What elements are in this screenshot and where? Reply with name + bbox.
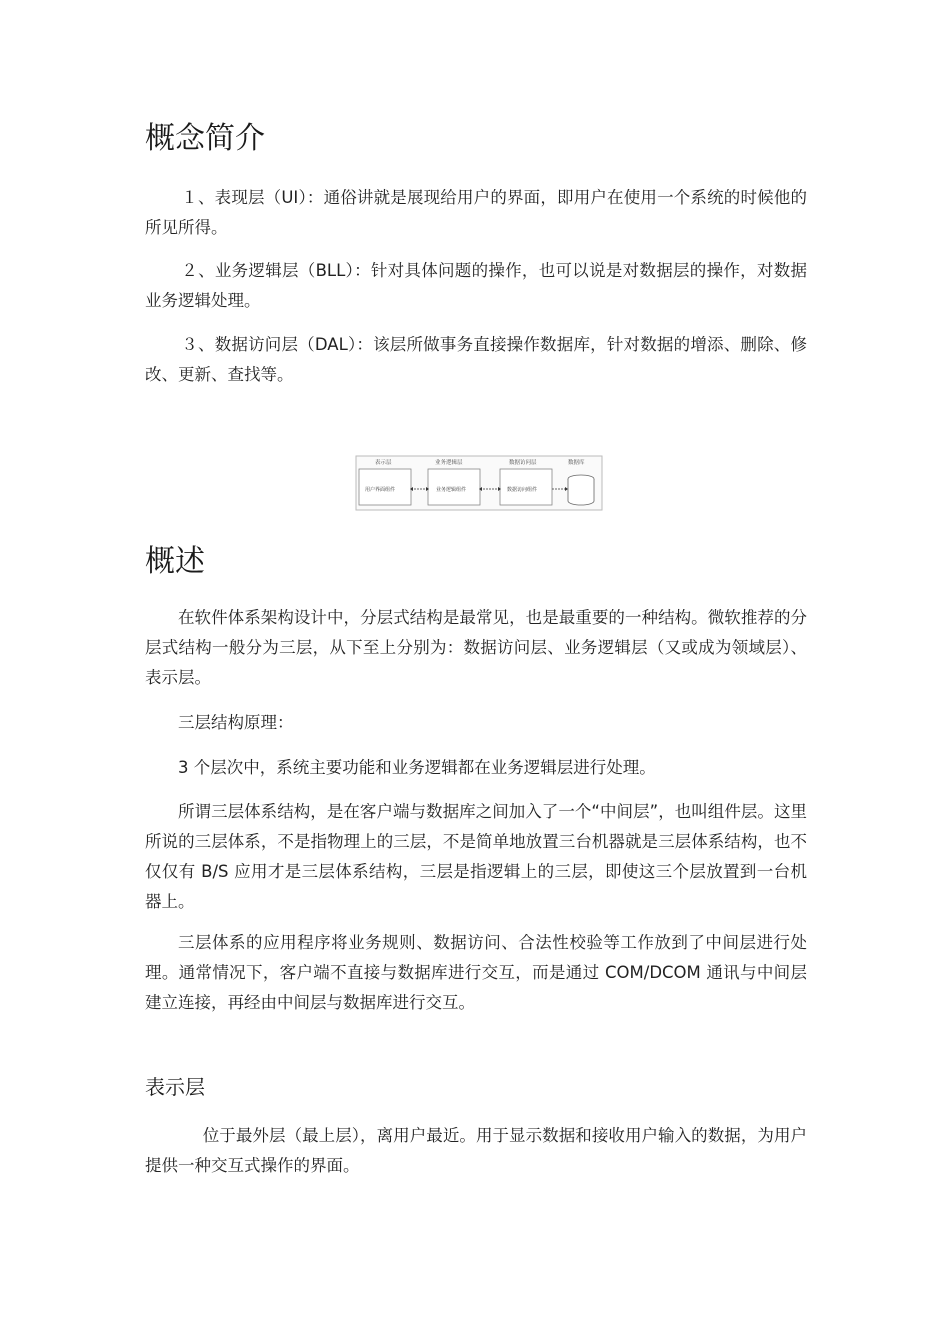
intro-item-ui: １、表现层（UI）：通俗讲就是展现给用户的界面，即用户在使用一个系统的时候他的所见所得。 — [145, 188, 807, 237]
overview-title: 概述 — [145, 544, 205, 579]
intro-item-bll: ２、业务逻辑层（BLL）：针对具体问题的操作，也可以说是对数据层的操作，对数据业务逻辑处理。 — [145, 261, 807, 310]
overview-paragraph-4: 所谓三层体系结构，是在客户端与数据库之间加入了一个“中间层”，也叫组件层。这里所说的三层体系，不是指物理上的三层，不是简单地放置三台机器就是三层体系结构，也不仅仅有 B/S 应用才是三层体系结构，三层是指逻辑上的三层，即使这三个层放置到一台机器上。 — [145, 802, 807, 911]
overview-paragraph-5: 三层体系的应用程序将业务规则、数据访问、合法性校验等工作放到了中间层进行处理。通常情况下，客户端不直接与数据库进行交互，而是通过 COM/DCOM 通讯与中间层建立连接，再经由中间层与数据库进行交互。 — [145, 933, 807, 1012]
diagram-component-label: 业务逻辑组件 — [436, 487, 467, 493]
diagram-layer-label: 数据访问层 — [509, 460, 537, 466]
three-tier-diagram — [355, 455, 603, 511]
overview-paragraph-3: 3 个层次中，系统主要功能和业务逻辑都在业务逻辑层进行处理。 — [178, 758, 656, 777]
diagram-component-label: 数据访问组件 — [507, 487, 538, 493]
presentation-paragraph: 位于最外层（最上层），离用户最近。用于显示数据和接收用户输入的数据，为用户提供一种交互式操作的界面。 — [145, 1126, 807, 1175]
intro-title: 概念简介 — [145, 121, 265, 156]
overview-paragraph-2: 三层结构原理： — [178, 713, 294, 732]
overview-paragraph-1: 在软件体系架构设计中，分层式结构是最常见，也是最重要的一种结构。微软推荐的分层式结构一般分为三层，从下至上分别为：数据访问层、业务逻辑层（又或成为领域层）、表示层。 — [145, 608, 807, 687]
diagram-layer-label: 数据库 — [568, 460, 585, 466]
diagram-layer-label: 表示层 — [375, 460, 392, 466]
intro-item-dal: ３、数据访问层（DAL）：该层所做事务直接操作数据库，针对数据的增添、删除、修改、更新、查找等。 — [145, 335, 807, 384]
database-icon — [568, 475, 594, 505]
diagram-layer-label: 业务逻辑层 — [435, 460, 463, 466]
diagram-component-label: 用户界面组件 — [365, 487, 396, 493]
presentation-title: 表示层 — [145, 1075, 205, 1099]
